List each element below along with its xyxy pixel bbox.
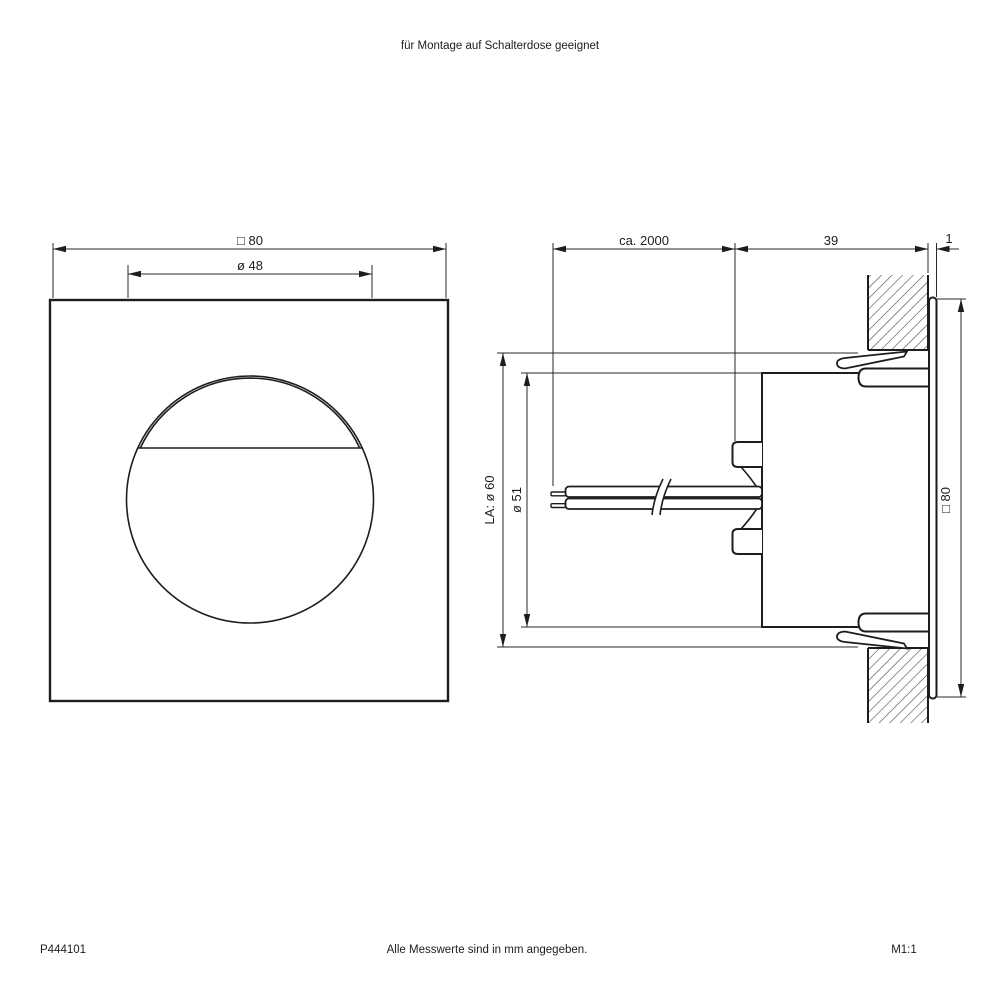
arrow-right-icon — [915, 246, 928, 252]
arrow-down-icon — [958, 684, 964, 697]
mounting-flange-bottom — [859, 614, 930, 632]
wire-end-bottom — [551, 504, 566, 508]
article-number: P444101 — [40, 944, 87, 956]
cable-entry-top — [733, 442, 763, 467]
side-view — [482, 231, 966, 723]
mounting-note: für Montage auf Schalterdose geeignet — [400, 40, 600, 52]
front-dim-frame-label: □ 80 — [237, 233, 263, 248]
arrow-left-icon — [53, 246, 66, 252]
arrow-down-icon — [524, 614, 530, 627]
front-lens-circle — [127, 376, 374, 623]
side-dim-housing-label: ø 51 — [509, 486, 524, 514]
front-lens-inner-arc — [140, 378, 359, 448]
front-view — [50, 233, 448, 701]
side-dim-frame-label: □ 80 — [938, 487, 953, 513]
side-dim-cutout-label: LA: ø 60 — [482, 475, 497, 525]
wall-section-bottom — [868, 648, 928, 723]
side-dim-cable-label: ca. 2000 — [619, 233, 669, 248]
front-dim-lens-label: ø 48 — [236, 258, 264, 273]
side-dim-thickness-label: 1 — [945, 231, 953, 246]
units-note: Alle Messwerte sind in mm angegeben. — [386, 944, 588, 956]
cable-entry-bottom — [733, 529, 763, 554]
housing-body — [762, 373, 929, 627]
spring-clip-top — [837, 352, 907, 369]
scale-label: M1:1 — [891, 944, 917, 956]
wire-end-top — [551, 492, 566, 496]
arrow-left-icon — [937, 246, 950, 252]
cover-frame-plate — [929, 298, 937, 699]
arrow-right-icon — [722, 246, 735, 252]
wall-hatch-top — [868, 275, 928, 350]
arrow-left-icon — [553, 246, 566, 252]
mounting-flange-top — [859, 369, 930, 387]
spring-clip-bottom — [837, 632, 907, 649]
cable-wire-bottom — [566, 499, 763, 510]
arrow-left-icon — [735, 246, 748, 252]
arrow-down-icon — [500, 634, 506, 647]
front-frame-outline — [50, 300, 448, 701]
connection-cable — [551, 479, 762, 515]
arrow-left-icon — [128, 271, 141, 277]
side-dim-depth-label: 39 — [823, 233, 839, 248]
arrow-up-icon — [500, 353, 506, 366]
wall-hatch-bottom — [868, 648, 928, 723]
wall-section-top — [868, 275, 928, 350]
arrow-right-icon — [359, 271, 372, 277]
arrow-up-icon — [524, 373, 530, 386]
arrow-right-icon — [433, 246, 446, 252]
arrow-up-icon — [958, 299, 964, 312]
